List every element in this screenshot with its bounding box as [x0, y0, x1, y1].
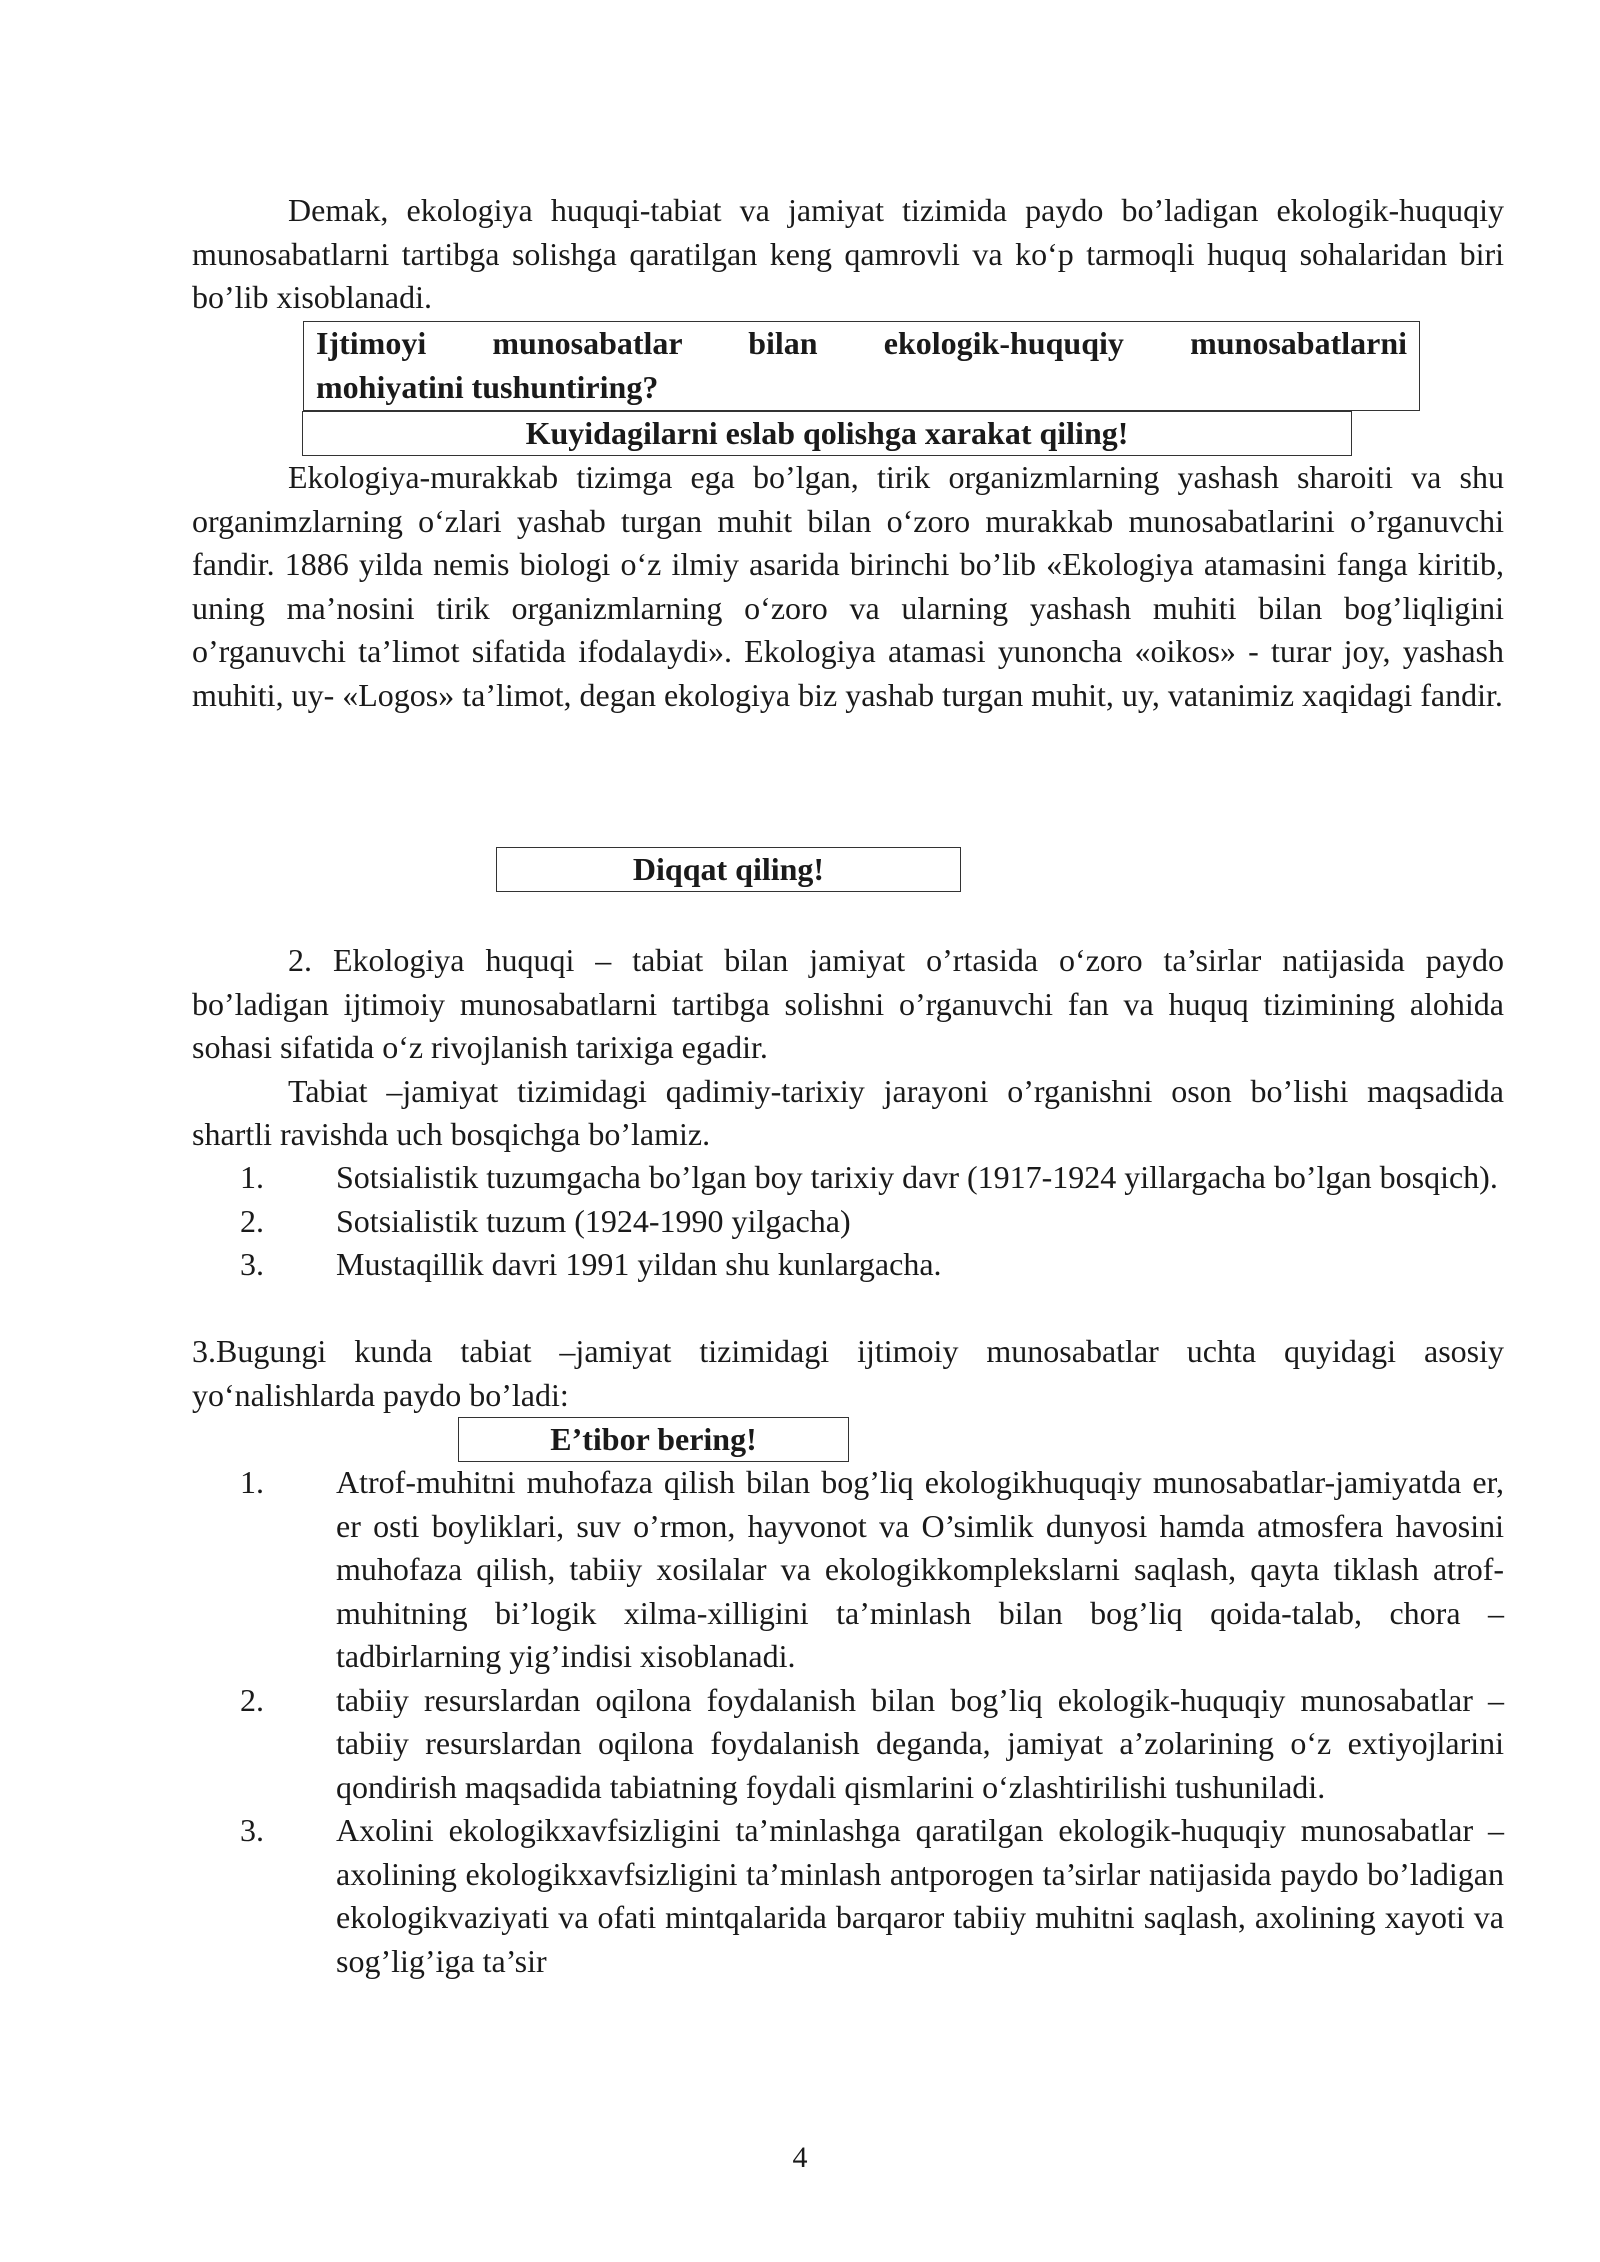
list-item-text: Sotsialistik tuzum (1924-1990 yilgacha)	[336, 1202, 851, 1239]
paragraph-intro: Demak, ekologiya huquqi-tabiat va jamiyat tizimida paydo bo’ladigan ekologik-huquqiy munosabatlarni tartibga solishga qaratilgan keng qamrovli va ko‘p tarmoqli huquq sohalaridan biri bo’lib xisoblanadi.	[192, 192, 1504, 315]
question-line-2: mohiyatini tushuntiring?	[316, 368, 659, 405]
list-item-text: Atrof-muhitni muhofaza qilish bilan bog’liq ekologikhuquqiy munosabatlar-jamiyatda er, er osti boyliklari, suv o’rmon, hayvonot va O’simlik dunyosi hamda atmosfera havosini muhofaza qilish, tabiiy xosilalar va ekologikkomplekslarni saqlash, qayta tiklash atrof-muhitning bi’logik xilma-xilligini ta’minlash bilan bog’liq qoida-talab, chora –tadbirlarning yig’indisi xisoblanadi.	[336, 1464, 1504, 1674]
remember-box: Kuyidagilarni eslab qolishga xarakat qiling!	[302, 411, 1352, 456]
list-item-text: Axolini ekologikxavfsizligini ta’minlashga qaratilgan ekologik-huquqiy munosabatlar – axolining ekologikxavfsizligini ta’minlash antporogen ta’sirlar natijasida paydo bo’ladigan ekologikvaziyati va ofati mintqalarida barqaror tabiiy muhitni saqlash, axolining xayoti va sog’lig’iga ta’sir	[336, 1812, 1504, 1979]
list-item-text: tabiiy resurslardan oqilona foydalanish bilan bog’liq ekologik-huquqiy munosabatlar – tabiiy resurslardan oqilona foydalanish deganda, jamiyat a’zolarining o‘z extiyojlarini qondirish maqsadida tabiatning foydali qismlarini o‘zlashtirilishi tushuniladi.	[336, 1681, 1504, 1805]
directions-intro-block	[192, 1330, 1504, 1417]
history-block	[192, 939, 1504, 1157]
list-item	[192, 1156, 1504, 1200]
list-item-text: Sotsialistik tuzumgacha bo’lgan boy tarixiy davr (1917-1924 yillargacha bo’lgan bosqich).	[336, 1159, 1498, 1195]
question-line-1: Ijtimoyi munosabatlar bilan ekologik-huquqiy munosabatlarni	[316, 325, 1407, 361]
list-item-number: 3.	[240, 1246, 264, 1282]
paragraph-ecology-definition: Ekologiya-murakkab tizimga ega bo’lgan, tirik organizmlarning yashash sharoiti va shu organimzlarning o‘zlari yashab turgan muhit bilan o‘zoro murakkab munosabatlarini o’rganuvchi fandir. 1886 yilda nemis biologi o‘z ilmiy asarida birinchi bo’lib «Ekologiya atamasini fanga kiritib, uning ma’nosini tirik organizmlarning o‘zoro va ularning yashash muhiti bilan bog’liqligini o’rganuvchi ta’limot sifatida ifodalaydi». Ekologiya atamasi yunoncha «oikos» - turar joy, yashash muhiti, uy- «Logos» ta’limot, degan ekologiya biz yashab turgan muhit, uy, vatanimiz xaqidagi fandir.	[192, 459, 1504, 713]
attention-box: Diqqat qiling!	[496, 847, 961, 892]
directions-list	[192, 1461, 1504, 1983]
stages-list	[192, 1156, 1504, 1287]
notice-box: E’tibor bering!	[458, 1417, 849, 1462]
list-item-text: Mustaqillik davri 1991 yildan shu kunlargacha.	[336, 1246, 942, 1282]
intro-paragraph-block	[192, 189, 1504, 320]
list-item	[192, 1809, 1504, 1983]
list-item-number: 2.	[240, 1681, 264, 1718]
list-item	[192, 1200, 1504, 1244]
list-item	[192, 1679, 1504, 1810]
paragraph-ecology-law-history: 2. Ekologiya huquqi – tabiat bilan jamiyat o’rtasida o‘zoro ta’sirlar natijasida paydo bo’ladigan ijtimoiy munosabatlarni tartibga solishni o’rganuvchi fan va huquq tizimining alohida sohasi sifatida o‘z rivojlanish tarixiga egadir.	[192, 942, 1504, 1065]
list-item	[192, 1461, 1504, 1679]
ecology-definition-block	[192, 456, 1504, 717]
list-item-number: 1.	[240, 1464, 264, 1500]
list-item	[192, 1243, 1504, 1287]
paragraph-directions-intro: 3.Bugungi kunda tabiat –jamiyat tizimidagi ijtimoiy munosabatlar uchta quyidagi asosiy yo‘nalishlarda paydo bo’ladi:	[192, 1333, 1504, 1413]
paragraph-stages-intro: Tabiat –jamiyat tizimidagi qadimiy-tarixiy jarayoni o’rganishni oson bo’lishi maqsadida shartli ravishda uch bosqichga bo’lamiz.	[192, 1072, 1504, 1152]
list-item-number: 3.	[240, 1812, 264, 1848]
list-item-number: 1.	[240, 1159, 264, 1195]
list-item-number: 2.	[240, 1202, 264, 1239]
question-box	[303, 321, 1420, 411]
page-number: 4	[792, 2141, 808, 2174]
